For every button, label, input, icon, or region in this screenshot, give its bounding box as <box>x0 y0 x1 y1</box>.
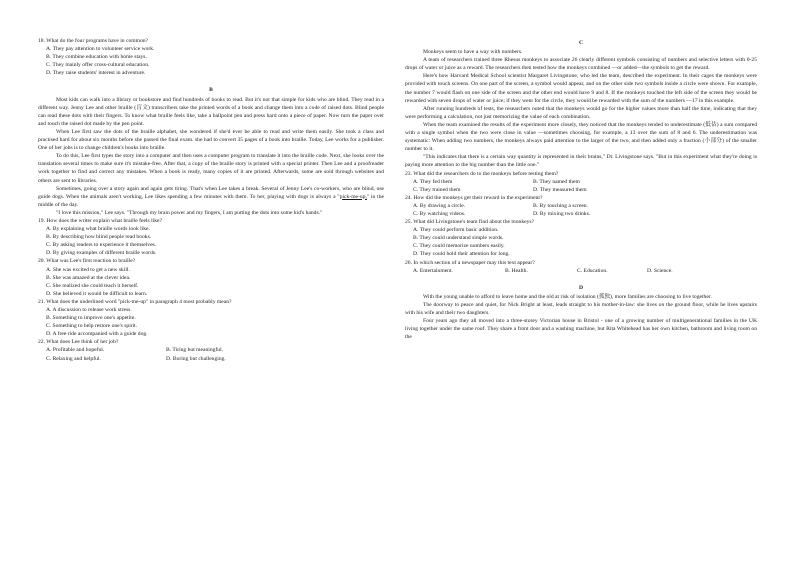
option-b: B. They could understand simple words. <box>413 235 504 242</box>
option-b: B. By describing how blind people read books. <box>46 234 152 241</box>
option-a: A. They pay attention to volunteer service work. <box>46 46 155 53</box>
option-b: B. They named them <box>533 178 580 185</box>
option-c: C. They trained them <box>413 186 461 193</box>
paragraph-text: " in the middle of the day. <box>38 193 385 208</box>
passage-c <box>405 39 757 170</box>
option-d: D. Boring but challenging. <box>166 355 226 362</box>
option-c: C. They mainly offer cross-cultural education. <box>46 62 150 69</box>
paragraph: Four years ago they all moved into a three-storey Victorian house in Bristol - one of a growing number of multigenerational families in the UK living together under the same roof. They share a front door and a washing machine, but Rita Whitehead has her own kitchen, bathroom and living room on the <box>405 318 757 341</box>
paragraph: After running hundreds of tests, the researchers noted that the monkeys would go for the higher values more than half the time, indicating that they were performing a calculation, not just memorizing the value of each combination. <box>405 105 757 120</box>
question-26 <box>405 259 757 275</box>
question-19 <box>38 217 384 257</box>
option-a: A. They could perform basic addition. <box>413 227 499 234</box>
option-a: A. They fed them <box>413 178 453 185</box>
option-c: C. By watching videos. <box>413 210 466 217</box>
question-21 <box>38 298 384 338</box>
paragraph: With the young unable to afford to leave home and the old at risk of isolation (孤独), more families are choosing to live together. <box>423 293 712 300</box>
question-20 <box>38 257 384 297</box>
options-row <box>46 355 384 363</box>
question-stem: 23. What did the researchers do to the monkeys before testing them? <box>405 170 559 177</box>
paragraph-text: Sometimes, going over a story again and again gets tiring. That's when Lee takes a break. Several of Jenny Lee's co-workers, who are blind, use guide dogs. When the animals aren't working, Lee likes spending a few minutes with them. To her, playing with dogs is always a " <box>38 185 384 200</box>
option-d: D. She believed it would be difficult to learn. <box>46 290 148 297</box>
question-24 <box>405 194 757 218</box>
paragraph: The doorway to peace and quiet, for Nick Bright at least, leads straight to his mother-in-law: she lives on the ground floor, while he lives upstairs with his wife and their two daughters. <box>405 301 757 316</box>
options-row <box>46 346 384 354</box>
option-c: C. Education. <box>577 267 608 274</box>
paragraph: When Lee first saw the dots of the braille alphabet, she wondered if she'd ever be able to read and write them easily. She took a class and practised hard for about six months before she passed the final exam. she had to convert 35 pages of a book into braille. Today, Lee works for a publisher. One of her jobs is to change children's books into braille. <box>38 128 384 152</box>
option-c: C. She realized she could teach it herself. <box>46 282 139 289</box>
question-stem: 20. What was Lee's first reaction to braille? <box>38 258 136 265</box>
paragraph: "I love this mission," Lee says. "Through my brain power and my fingers, I am putting the dots into some kid's hands." <box>56 209 323 216</box>
option-a: A. Profitable and hopeful. <box>46 347 105 354</box>
paragraph: Here's how Harvard Medical School scientist Margaret Livingstone, who led the team, described the experiment. In their cages the monkeys were provided with touch screens. On one part of the screen, a symbol would appear, and on the other side two symbols inside a circle were shown. For example, the number 7 would flash on one side of the screen and the other end would have 9 and 8. If the monkeys touched the left side of the screen they would be rewarded with seven drops of water or juice; if they went for the circle, they would be rewarded with the sum of the numbers —17 in this example. <box>405 73 757 104</box>
question-stem: 22. What does Lee think of her job? <box>38 339 119 346</box>
option-a: A. By drawing a circle. <box>413 202 466 209</box>
question-stem: 18. What do the four programs have in common? <box>38 38 149 44</box>
passage-title: B <box>209 87 213 94</box>
options-row <box>413 186 757 194</box>
options-row <box>413 178 757 186</box>
paragraph: A team of researchers trained three Rhesus monkeys to associate 26 clearly different symbols consisting of numbers and selective letters with 0-25 drops of water or juice as a reward. The researchers then tested how the monkeys combined —or added—the symbols to get the reward. <box>405 57 757 72</box>
question-stem: 26. In which section of a newspaper may this text appear? <box>405 259 535 266</box>
option-d: D. They could hold their attention for long. <box>413 251 510 258</box>
option-b: B. Tiring but meaningful. <box>166 347 224 354</box>
passage-title: D <box>578 284 584 291</box>
paragraph: "This indicates that there is a certain way quantity is represented in their brains," Dr. Livingstone says. "But in this experiment what they're doing is paying more attention to the big number than the little one." <box>405 154 757 169</box>
paragraph: Monkeys seem to have a way with numbers. <box>423 49 523 56</box>
paragraph <box>38 185 384 209</box>
option-a: A. By explaining what braille words look like. <box>46 226 150 233</box>
option-d: D. Science. <box>647 267 673 274</box>
question-stem: 24. How did the monkeys get their reward in the experiment? <box>405 194 543 201</box>
option-c: C. By asking readers to experience it themselves. <box>46 242 157 249</box>
option-b: B. Something to improve one's appetite. <box>46 315 136 322</box>
paragraph: Most kids can walk into a library or bookstore and find hundreds of books to read. But it's not that simple for kids who are blind. They read in a different way. Jenny Lee and other braille (盲文) transcribers take the printed words of a book and change them into a code of raised dots. Blind people can read these dots with their fingers. To know what braille feels like, take a ballpoint pen and press hard onto a piece of paper. Now turn the paper over and touch the raised dot made by the pen point. <box>38 96 384 127</box>
paragraph: When the team examined the results of the experiment more closely, they noticed that the monkeys tended to underestimate (低估) a sum compared with a single symbol when the two were close in value —sometimes choosing, for example, a 13 over the sum of 8 and 6. The underestimation was systematic: When adding two numbers, the monkeys always paid attention to the larger of the two, and then added only a fraction (小部分) of the smaller number to it. <box>405 121 757 153</box>
option-b: B. Health. <box>505 267 528 274</box>
passage-b <box>38 86 384 217</box>
options-row <box>413 210 757 218</box>
option-a: A. Entertainment. <box>413 267 453 274</box>
options-row <box>413 202 757 210</box>
paragraph: To do this, Lee first types the story into a computer and then uses a computer program to translate it into the braille code. Next, she looks over the translation several times to make sure it's mistake-free. After that, a copy of the braille story is printed with a special printer. Then Lee and a proofreader work together to find and correct any mistakes. When a book is ready, many copies of it are printed. Afterwards, some are sold through websites and others are sent to libraries. <box>38 153 384 184</box>
passage-d <box>405 284 757 342</box>
underlined-word: pick-me-up, <box>339 193 367 200</box>
right-column <box>405 37 757 341</box>
option-d: D. They raise students' interest in adventure. <box>46 70 146 77</box>
option-d: D. A free ride accompanied with a guide dog. <box>46 331 148 338</box>
passage-title: C <box>578 40 584 46</box>
option-b: B. By touching a screen. <box>533 202 588 209</box>
question-23 <box>405 170 757 194</box>
question-stem: 25. What did Livingstone's team find about the monkeys? <box>405 219 535 226</box>
option-c: C. Something to help restore one's spirit. <box>46 323 138 330</box>
option-c: C. Relaxing and helpful. <box>46 355 101 362</box>
option-b: B. She was amazed at the clever idea. <box>46 274 131 281</box>
option-c: C. They could memorize numbers easily. <box>413 243 505 250</box>
left-column <box>38 37 384 363</box>
option-a: A. She was excited to get a new skill. <box>46 266 130 273</box>
question-stem: 19. How does the writer explain what braille feels like? <box>38 217 162 224</box>
option-a: A. A discussion to release work stress. <box>46 307 132 313</box>
question-22 <box>38 338 384 362</box>
option-d: D. They measured them <box>533 186 587 193</box>
question-25 <box>405 218 757 258</box>
option-d: D. By mixing two drinks. <box>533 210 591 217</box>
options-row <box>413 267 757 275</box>
option-d: D. By giving examples of different braille words. <box>46 250 157 257</box>
option-b: B. They combine education with home stays. <box>46 54 147 61</box>
question-18 <box>38 37 384 77</box>
question-stem: 21. What does the underlined word "pick-me-up" in paragraph 4 most probably mean? <box>38 298 232 305</box>
